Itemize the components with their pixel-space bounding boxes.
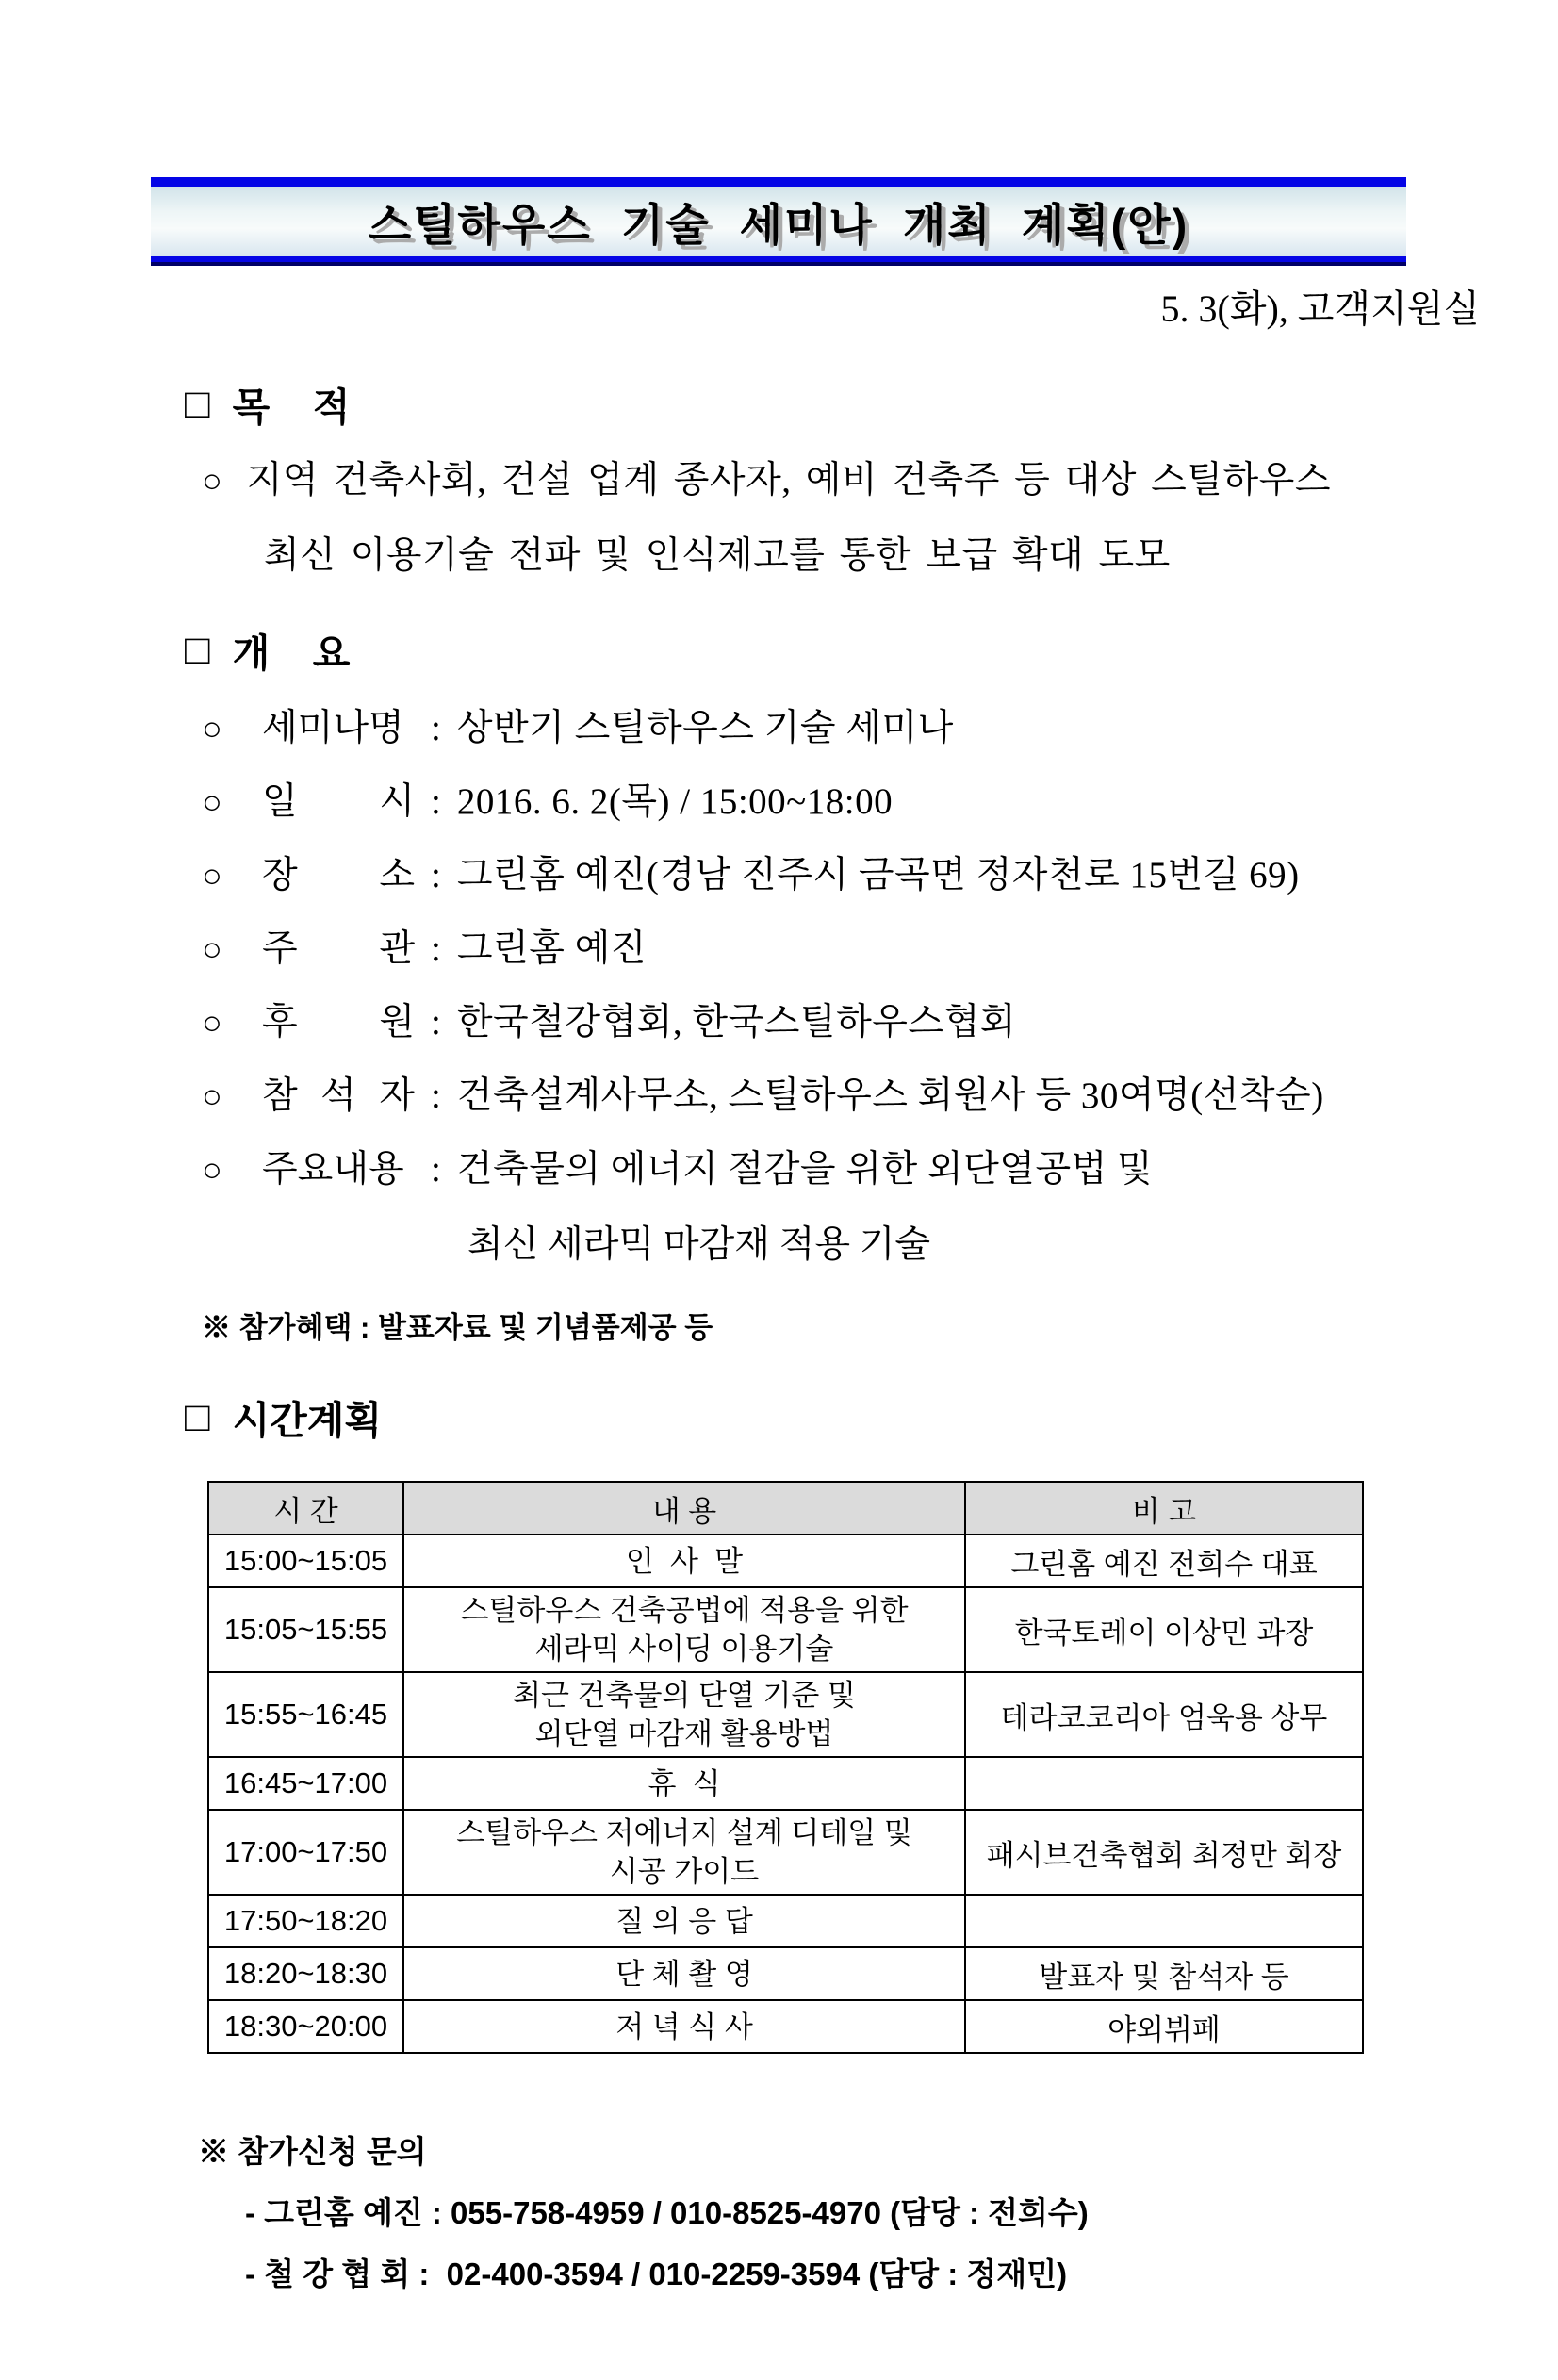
table-row xyxy=(208,1587,1363,1672)
content-line: 질 의 응 답 xyxy=(615,1904,753,1938)
purpose-heading: 목 적 xyxy=(232,386,351,429)
title-banner xyxy=(151,177,1406,266)
content-cell xyxy=(403,2000,965,2053)
overview-item-sponsor xyxy=(202,993,1558,1045)
overview-item-main-content xyxy=(202,1140,1558,1192)
col-header-time: 시 간 xyxy=(208,1482,403,1535)
content-line: 저 녁 식 사 xyxy=(615,2010,753,2044)
overview-item-host xyxy=(202,919,1558,972)
overview-item-label: 장 소 xyxy=(262,855,415,895)
banner-bottom-bar xyxy=(151,256,1406,266)
purpose-line xyxy=(202,451,1558,503)
content-cell xyxy=(403,1895,965,1947)
content-cell xyxy=(403,1757,965,1810)
section-heading-overview xyxy=(185,622,1558,678)
document-page xyxy=(0,177,1558,2380)
square-bullet-icon: □ xyxy=(185,380,210,427)
overview-item-colon: : xyxy=(431,928,441,969)
time-cell: 15:05~15:55 xyxy=(208,1587,403,1672)
table-header-row xyxy=(208,1482,1363,1535)
overview-item-colon: : xyxy=(431,781,441,822)
overview-item-attendees xyxy=(202,1066,1558,1119)
section-heading-schedule xyxy=(185,1389,1558,1445)
note-cell: 발표자 및 참석자 등 xyxy=(965,1947,1363,2000)
circle-bullet-icon: ○ xyxy=(202,783,222,821)
note-cell xyxy=(965,1757,1363,1810)
overview-item-colon: : xyxy=(431,1002,441,1042)
table-row xyxy=(208,1757,1363,1810)
overview-item-value: 상반기 스틸하우스 기술 세미나 xyxy=(456,708,954,748)
square-bullet-icon: □ xyxy=(185,626,210,673)
overview-item-label: 후 원 xyxy=(262,1002,415,1042)
overview-item-value: 그린홈 예진 xyxy=(456,928,647,969)
table-row xyxy=(208,1947,1363,2000)
banner-top-bar xyxy=(151,177,1406,187)
circle-bullet-icon: ○ xyxy=(202,1004,222,1042)
section-heading-purpose xyxy=(185,376,1558,432)
overview-item-value: 건축설계사무소, 스틸하우스 회원사 등 30여명(선착순) xyxy=(456,1075,1324,1116)
time-cell: 15:00~15:05 xyxy=(208,1535,403,1587)
schedule-table xyxy=(207,1481,1364,2054)
time-cell: 18:30~20:00 xyxy=(208,2000,403,2053)
overview-item-value: 한국철강협회, 한국스틸하우스협회 xyxy=(456,1002,1016,1042)
content-line: 시공 가이드 xyxy=(609,1855,760,1888)
time-cell: 17:50~18:20 xyxy=(208,1895,403,1947)
content-line: 스틸하우스 건축공법에 적용을 위한 xyxy=(460,1594,909,1627)
contact-line-greenhome: - 그린홈 예진 : 055-758-4959 / 010-8525-4970 (담당 : 전희수) xyxy=(245,2195,1089,2230)
overview-main-content-cont: 최신 세라믹 마감재 적용 기술 xyxy=(467,1224,931,1265)
circle-bullet-icon: ○ xyxy=(202,710,222,747)
content-line: 외단열 마감재 활용방법 xyxy=(534,1717,834,1750)
contact-heading: ※ 참가신청 문의 xyxy=(198,2134,427,2169)
circle-bullet-icon: ○ xyxy=(202,1077,222,1115)
purpose-text: 지역 건축사회, 건설 업계 종사자, 예비 건축주 등 대상 스틸하우스 xyxy=(246,460,1332,501)
overview-heading: 개 요 xyxy=(232,632,351,675)
content-cell xyxy=(403,1810,965,1895)
overview-item-label: 주요내용 xyxy=(262,1149,404,1190)
time-cell: 15:55~16:45 xyxy=(208,1672,403,1757)
square-bullet-icon: □ xyxy=(185,1393,210,1440)
overview-item-value: 건축물의 에너지 절감을 위한 외단열공법 및 xyxy=(456,1149,1154,1190)
note-cell xyxy=(965,1895,1363,1947)
contact-block xyxy=(198,2127,1558,2294)
schedule-heading: 시간계획 xyxy=(232,1399,383,1442)
overview-item-label: 일 시 xyxy=(262,781,415,822)
overview-item-colon: : xyxy=(431,708,441,748)
note-cell: 야외뷔페 xyxy=(965,2000,1363,2053)
note-cell: 패시브건축협회 최정만 회장 xyxy=(965,1810,1363,1895)
content-cell xyxy=(403,1947,965,2000)
overview-item-colon: : xyxy=(431,1149,441,1190)
contact-line-steel-association: - 철 강 협 회 : 02-400-3594 / 010-2259-3594 (담당 : 정재민) xyxy=(245,2257,1068,2291)
table-row xyxy=(208,1672,1363,1757)
circle-bullet-icon: ○ xyxy=(202,462,222,500)
overview-item-label: 참 석 자 xyxy=(262,1075,415,1116)
note-cell: 그린홈 예진 전희수 대표 xyxy=(965,1535,1363,1587)
content-line: 휴 식 xyxy=(648,1766,721,1800)
circle-bullet-icon: ○ xyxy=(202,857,222,895)
content-cell xyxy=(403,1535,965,1587)
time-cell: 16:45~17:00 xyxy=(208,1757,403,1810)
content-cell xyxy=(403,1587,965,1672)
content-line: 스틸하우스 저에너지 설계 디테일 및 xyxy=(456,1816,912,1849)
benefit-note: ※ 참가혜택 : 발표자료 및 기념품제공 등 xyxy=(202,1311,713,1344)
content-line: 단 체 촬 영 xyxy=(615,1957,753,1991)
overview-item-colon: : xyxy=(431,855,441,895)
circle-bullet-icon: ○ xyxy=(202,930,222,968)
overview-item-colon: : xyxy=(431,1075,441,1116)
content-line: 인 사 말 xyxy=(625,1544,744,1578)
time-cell: 18:20~18:30 xyxy=(208,1947,403,2000)
col-header-note: 비 고 xyxy=(965,1482,1363,1535)
overview-item-label: 주 관 xyxy=(262,928,415,969)
content-line: 세라믹 사이딩 이용기술 xyxy=(534,1633,834,1666)
col-header-content: 내 용 xyxy=(403,1482,965,1535)
table-row xyxy=(208,2000,1363,2053)
overview-item-seminar-name xyxy=(202,698,1558,751)
time-cell: 17:00~17:50 xyxy=(208,1810,403,1895)
table-row xyxy=(208,1535,1363,1587)
note-cell: 한국토레이 이상민 과장 xyxy=(965,1587,1363,1672)
overview-item-label: 세미나명 xyxy=(262,708,404,748)
overview-item-datetime xyxy=(202,772,1558,825)
note-cell: 테라코코리아 엄욱용 상무 xyxy=(965,1672,1363,1757)
date-line: 5. 3(화), 고객지원실 xyxy=(1160,287,1480,330)
overview-item-value: 2016. 6. 2(목) / 15:00~18:00 xyxy=(456,781,894,822)
circle-bullet-icon: ○ xyxy=(202,1151,222,1189)
document-title: 스틸하우스 기술 세미나 개최 계획(안) xyxy=(368,199,1189,250)
overview-item-place xyxy=(202,845,1558,898)
purpose-text-cont: 최신 이용기술 전파 및 인식제고를 통한 보급 확대 도모 xyxy=(264,535,1171,576)
table-row xyxy=(208,1895,1363,1947)
content-line: 최근 건축물의 단열 기준 및 xyxy=(513,1679,856,1712)
banner-body xyxy=(151,187,1406,256)
overview-item-value: 그린홈 예진(경남 진주시 금곡면 정자천로 15번길 69) xyxy=(456,855,1300,895)
table-row xyxy=(208,1810,1363,1895)
content-cell xyxy=(403,1672,965,1757)
